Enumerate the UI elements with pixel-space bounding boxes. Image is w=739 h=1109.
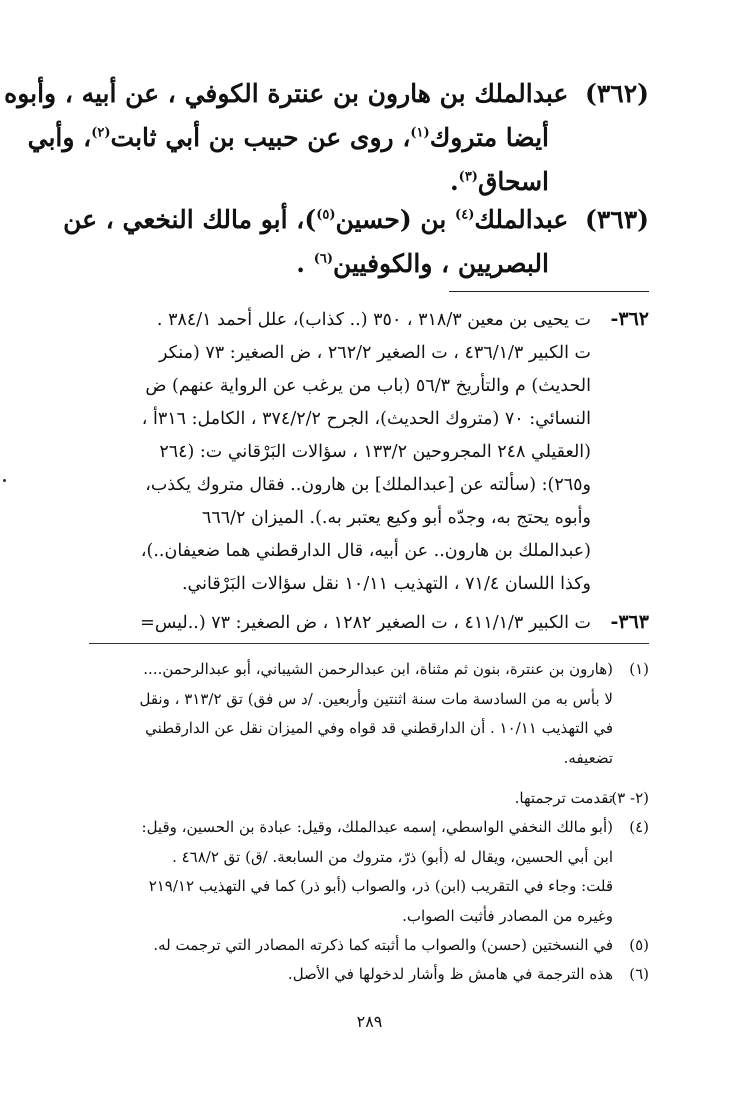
entry-text: بن (حسين [335, 205, 456, 234]
entry-text: . [449, 167, 459, 196]
footnote-divider [89, 643, 649, 644]
note-line [84, 606, 649, 640]
footnote-mark: (٦) [629, 965, 649, 983]
footnote-mark: (٤) [629, 818, 649, 836]
footnote-mark: (١) [629, 660, 649, 678]
entry-text: ، روى عن حبيب بن أبي ثابت [110, 123, 411, 152]
note-line: (عبدالملك بن هارون.. عن أبيه، قال الدارقطني هما ضعيفان..)، [140, 541, 591, 561]
entry-text: عبدالملك بن هارون بن عنترة الكوفي ، عن أبيه ، وأبوه [4, 79, 569, 108]
footnote-line: قلت: وجاء في التقريب (ابن) ذر، والصواب (أبو ذر) كما في التهذيب ٢١٩/١٢ [148, 877, 613, 895]
footnote-line: ابن أبي الحسين، ويقال له (أبو) ذرّ، متروك من السابعة. /ق) تق ٤٦٨/٢ . [172, 847, 613, 866]
note-line: الحديث) م والتأريخ ٥٦/٣ (باب من يرغب عن الرواية عنهم) ض [145, 376, 591, 396]
entry-363 [63, 198, 649, 286]
footnote-text: (هارون بن عنترة، بنون ثم مثناة، ابن عبدالرحمن الشيباني، أبو عبدالرحمن.... [143, 660, 613, 678]
entry-line [4, 72, 649, 116]
note-number: ٣٦٢- [610, 308, 649, 330]
entry-text: أيضا متروك [429, 123, 549, 152]
section-divider [449, 291, 649, 292]
footnote-ref: (٥) [316, 207, 336, 223]
footnote-line [89, 655, 649, 685]
note-line: (العقيلي ٢٤٨ المجروحين ١٣٣/٢ ، سؤالات البَرْقاني ت: (٢٦٤ [159, 442, 591, 462]
entry-number: (٣٦٢) [585, 79, 649, 108]
footnote-text: في النسختين (حسن) والصواب ما أثبته كما ذكرته المصادر التي ترجمت له. [153, 936, 613, 954]
entry-number: (٣٦٣) [585, 205, 649, 234]
page-number: ٢٨٩ [356, 1012, 383, 1031]
footnote-text: (أبو مالك النخفي الواسطي، إسمه عبدالملك، وقيل: عبادة بن الحسين، وقيل: [141, 818, 613, 836]
footnote-line: في التهذيب ١٠/١١ . أن الدارقطني قد قواه وفي الميزان نقل عن الدارقطني [145, 719, 613, 737]
footnote-text: تقدمت ترجمتها. [514, 789, 613, 807]
footnote-6 [89, 960, 649, 990]
footnote-ref: (٢) [91, 125, 111, 141]
note-text: ت الكبير ٤١١/١/٣ ، ت الصغير ١٢٨٢ ، ض الصغير: ٧٣ (..ليس= [140, 613, 591, 633]
footnote-line: لا بأس به من السادسة مات سنة اثنتين وأربعين. /د س فق) تق ٣١٣/٢ ، ونقل [139, 689, 613, 708]
entry-362 [4, 72, 649, 204]
entry-line [89, 242, 649, 286]
note-line: وأبوه يحتج به، وجدّه أبو وكيع يعتبر به.). الميزان ٦٦٦/٢ [201, 508, 591, 528]
entry-text: . [296, 249, 314, 278]
footnote-4 [89, 813, 649, 931]
note-line: النسائي: ٧٠ (متروك الحديث)، الجرح ٣٧٤/٢/٢ ، الكامل: ٣١٦أ ، [141, 409, 591, 429]
footnote-text: هذه الترجمة في هامش ظ وأشار لدخولها في الأصل. [287, 965, 613, 983]
footnote-1 [89, 655, 649, 773]
notes-363 [84, 606, 649, 640]
note-number: ٣٦٣- [610, 611, 649, 633]
entry-text: اسحاق [477, 167, 549, 196]
footnote-ref: (١) [410, 125, 430, 141]
note-text: ت يحيى بن معين ٣١٨/٣ ، ٣٥٠ (.. كذاب)، علل أحمد ٣٨٤/١ . [156, 310, 591, 330]
footnote-line: وغيره من المصادر فأثبت الصواب. [402, 906, 613, 925]
footnote-line [89, 784, 649, 814]
footnote-line [89, 960, 649, 990]
footnote-2-3 [89, 784, 649, 814]
notes-362 [84, 303, 649, 601]
entry-line [27, 116, 649, 160]
footnote-mark: (٥) [629, 936, 649, 954]
footnote-mark: (٢- ٣) [611, 789, 649, 807]
note-line: وكذا اللسان ٧١/٤ ، التهذيب ١٠/١١ نقل سؤالات البَرْقاني. [181, 574, 591, 594]
footnote-5 [89, 931, 649, 961]
margin-speck [3, 479, 6, 482]
entry-text: عبدالملك [474, 205, 569, 234]
footnote-line [89, 813, 649, 843]
entry-text: البصريين ، والكوفيين [332, 249, 549, 278]
footnote-ref: (٣) [458, 169, 478, 185]
footnote-ref: (٦) [313, 251, 333, 267]
footnote-line [89, 931, 649, 961]
entry-text: ، وأبي [27, 123, 92, 152]
footnote-ref: (٤) [455, 207, 475, 223]
note-line: ت الكبير ٤٣٦/١/٣ ، ت الصغير ٢٦٢/٢ ، ض الصغير: ٧٣ (منكر [159, 343, 591, 363]
entry-line [63, 198, 649, 242]
entry-text: )، أبو مالك النخعي ، عن [63, 205, 317, 234]
note-line [84, 303, 649, 337]
note-line: و٢٦٥): (سألته عن [عبدالملك] بن هارون.. فقال متروك يكذب، [145, 475, 591, 495]
footnote-line: تضعيفه. [563, 748, 613, 767]
